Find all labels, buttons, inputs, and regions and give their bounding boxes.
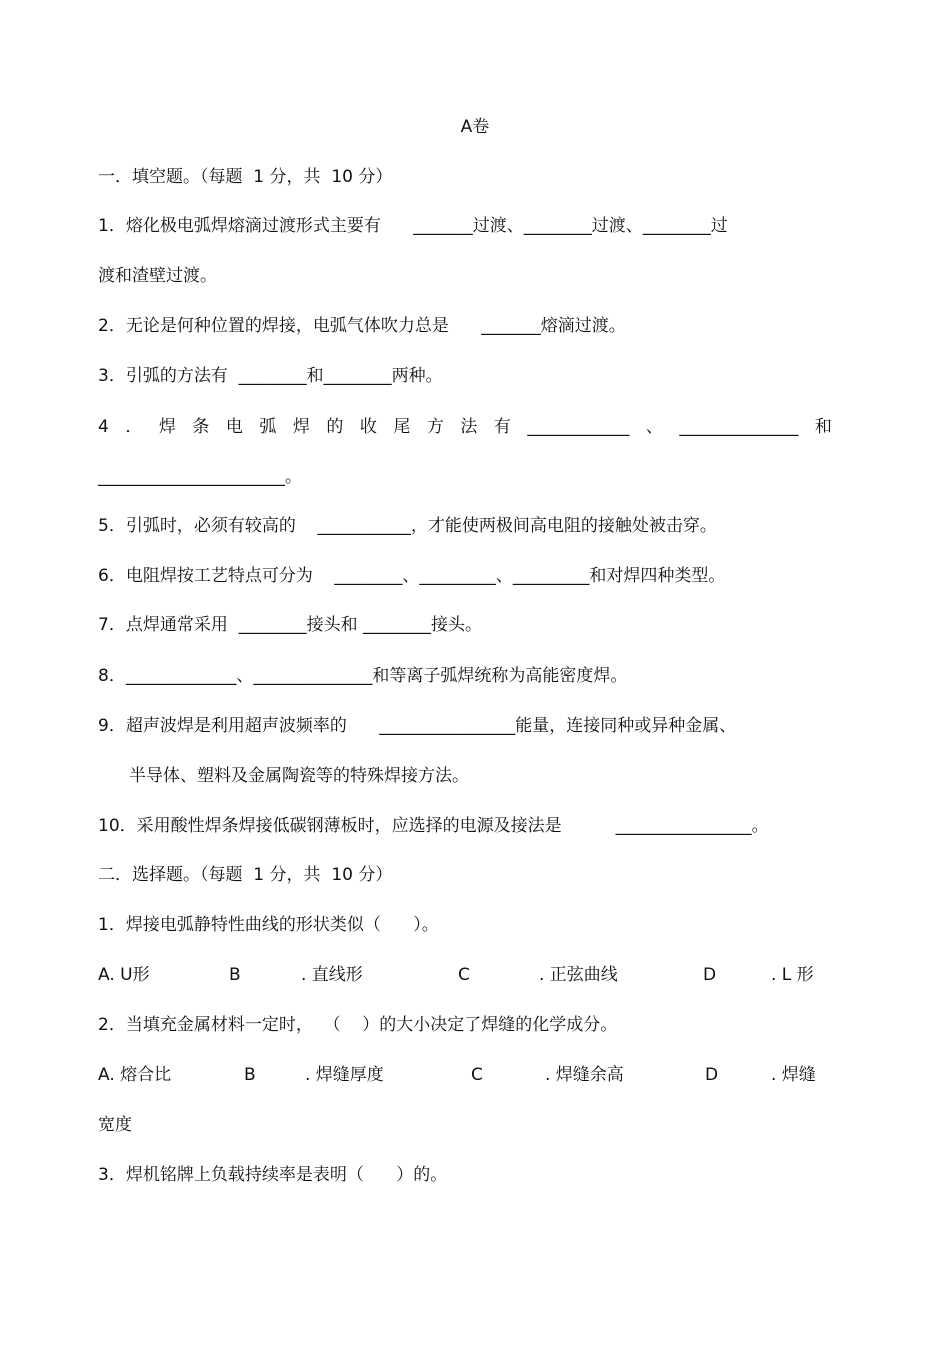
page-title: A卷 bbox=[460, 117, 490, 137]
choice-q2-option-b-letter: B bbox=[244, 1065, 256, 1085]
q4-blank: ______________ bbox=[679, 417, 799, 437]
q4-part: 弧 bbox=[259, 417, 277, 437]
choice-q1-option-b-text: . 直线形 bbox=[301, 965, 363, 985]
q4-part: 、 bbox=[645, 417, 663, 437]
q4-part: 方 bbox=[426, 417, 444, 437]
q4-part: 焊 bbox=[292, 417, 310, 437]
q4-part: 尾 bbox=[393, 417, 411, 437]
choice-q2-option-c-letter: C bbox=[471, 1065, 483, 1085]
q4-part: 电 bbox=[225, 417, 243, 437]
choice-q1-option-d-text: . L 形 bbox=[771, 965, 814, 985]
choice-q2-option-a: A. 熔合比 bbox=[98, 1065, 172, 1085]
choice-q2-option-d-letter: D bbox=[705, 1065, 719, 1085]
fill-q4-line2: ______________________。 bbox=[98, 467, 302, 487]
q4-part: 条 bbox=[192, 417, 210, 437]
q4-part: ． bbox=[125, 417, 143, 437]
choice-q2-stem: 2．当填充金属材料一定时， （ ）的大小决定了焊缝的化学成分。 bbox=[98, 1015, 618, 1035]
q4-part: 的 bbox=[326, 417, 344, 437]
fill-q9-line2: 半导体、塑料及金属陶瓷等的特殊焊接方法。 bbox=[129, 766, 469, 786]
fill-q4-line1 bbox=[98, 415, 832, 439]
choice-q2-option-d-text: . 焊缝 bbox=[771, 1065, 816, 1085]
fill-q2: 2．无论是何种位置的焊接，电弧气体吹力总是 _______熔滴过渡。 bbox=[98, 316, 626, 336]
choice-q1-option-c-text: . 正弦曲线 bbox=[539, 965, 618, 985]
section1-heading: 一．填空题。（每题 1 分，共 10 分） bbox=[98, 167, 393, 187]
fill-q8: 8．_____________、______________和等离子弧焊统称为高能密度焊。 bbox=[98, 666, 628, 686]
q4-part: 收 bbox=[359, 417, 377, 437]
q4-part: 焊 bbox=[158, 417, 176, 437]
q4-blank: ____________ bbox=[527, 417, 630, 437]
choice-q2-option-b-text: . 焊缝厚度 bbox=[305, 1065, 384, 1085]
fill-q5: 5．引弧时，必须有较高的 ___________，才能使两极间高电阻的接触处被击穿。 bbox=[98, 516, 717, 536]
fill-q9-line1: 9．超声波焊是利用超声波频率的 ________________能量，连接同种或异种金属、 bbox=[98, 716, 737, 736]
choice-q1-option-c-letter: C bbox=[458, 965, 470, 985]
fill-q10: 10．采用酸性焊条焊接低碳钢薄板时，应选择的电源及接法是 ________________。 bbox=[98, 816, 769, 836]
fill-q7: 7．点焊通常采用 ________接头和 ________接头。 bbox=[98, 615, 483, 635]
fill-q6: 6．电阻焊按工艺特点可分为 ________、_________、_________和对焊四种类型。 bbox=[98, 566, 726, 586]
choice-q2-option-c-text: . 焊缝余高 bbox=[545, 1065, 624, 1085]
fill-q1-line1: 1．熔化极电弧焊熔滴过渡形式主要有 _______过渡、________过渡、________过 bbox=[98, 216, 728, 236]
choice-q2-wrap: 宽度 bbox=[98, 1115, 132, 1135]
fill-q3: 3．引弧的方法有 ________和________两种。 bbox=[98, 366, 443, 386]
choice-q1-option-a: A. U形 bbox=[98, 965, 150, 985]
choice-q3-stem: 3．焊机铭牌上负载持续率是表明（ ）的。 bbox=[98, 1165, 448, 1185]
q4-part: 法 bbox=[460, 417, 478, 437]
q4-part: 有 bbox=[493, 417, 511, 437]
q4-part: 和 bbox=[814, 417, 832, 437]
q4-part: 4 bbox=[98, 417, 109, 437]
fill-q1-line2: 渡和渣壁过渡。 bbox=[98, 266, 217, 286]
section2-heading: 二．选择题。（每题 1 分，共 10 分） bbox=[98, 865, 393, 885]
choice-q1-stem: 1．焊接电弧静特性曲线的形状类似（ ）。 bbox=[98, 915, 439, 935]
choice-q1-option-d-letter: D bbox=[703, 965, 717, 985]
choice-q1-option-b-letter: B bbox=[229, 965, 241, 985]
